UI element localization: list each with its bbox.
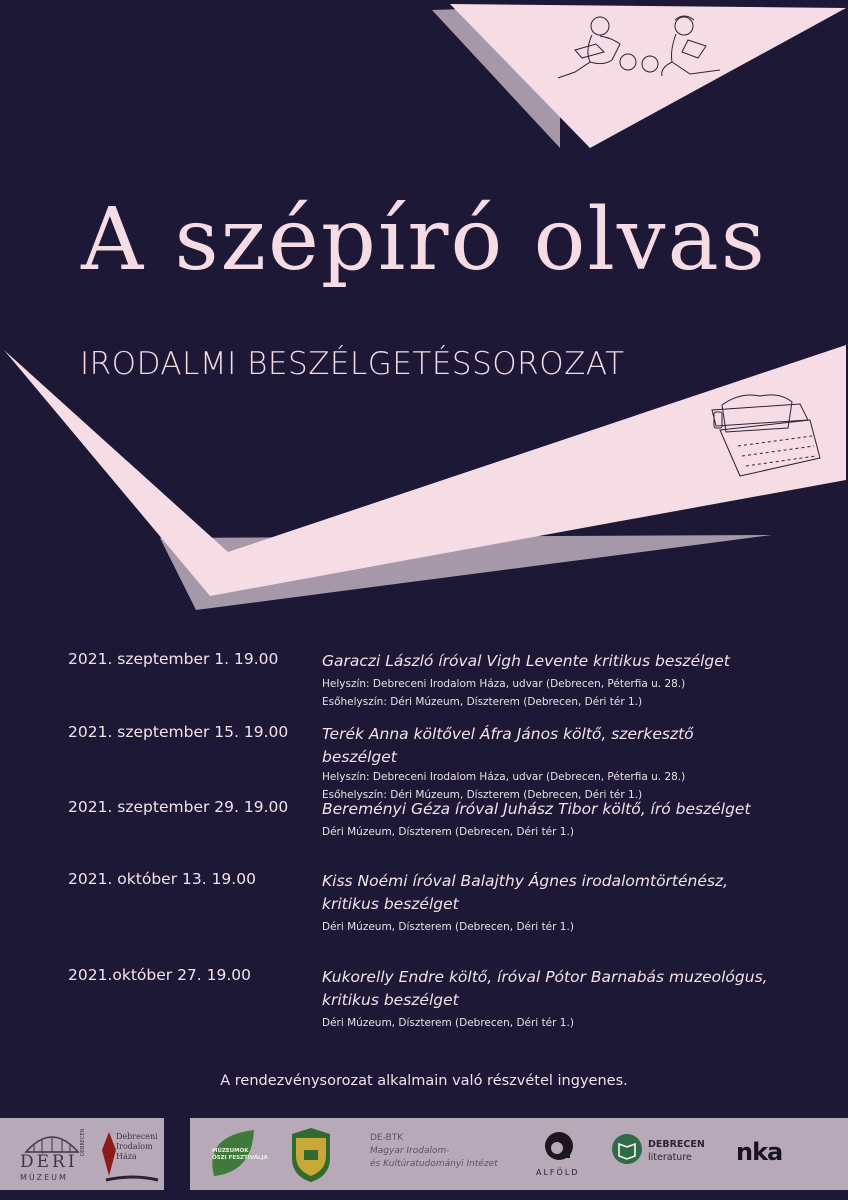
event-title: Kukorelly Endre költő, íróval Pótor Barnabás muzeológus, kritikus beszélget xyxy=(322,968,768,1009)
alfold-logo-text: ALFÖLD xyxy=(536,1168,580,1177)
event-title: Garaczi László íróval Vigh Levente kritikus beszélget xyxy=(322,652,730,670)
event-title: Bereményi Géza íróval Juhász Tibor költő, író beszélget xyxy=(322,800,751,818)
debrecen-literature-logo: DEBRECEN literature xyxy=(648,1139,705,1163)
page-subtitle: IRODALMI BESZÉLGETÉSSOROZAT xyxy=(80,346,625,382)
event-date: 2021.október 27. 19.00 xyxy=(68,966,252,984)
nka-logo: nka xyxy=(736,1138,783,1166)
page-title: A szépíró olvas xyxy=(81,190,767,290)
debtk-logo: DE-BTK Magyar Irodalom- és Kultúratudományi Intézet xyxy=(370,1133,498,1169)
muzeumok-logo: MÚZEUMOK ŐSZI FESZTIVÁLJA xyxy=(212,1148,268,1161)
event-title: Terék Anna költővel Áfra János költő, szerkesztő beszélget xyxy=(322,725,694,766)
event-location: Déri Múzeum, Díszterem (Debrecen, Déri tér 1.) xyxy=(322,826,574,838)
logo-strip-right xyxy=(190,1118,848,1190)
event-location: Helyszín: Debreceni Irodalom Háza, udvar (Debrecen, Péterfia u. 28.) xyxy=(322,678,686,690)
book-circle-icon xyxy=(610,1132,644,1166)
logo-strip-left xyxy=(0,1118,164,1190)
alfold-a-icon xyxy=(542,1128,576,1164)
event-date: 2021. szeptember 15. 19.00 xyxy=(68,723,289,741)
event-location: Déri Múzeum, Díszterem (Debrecen, Déri tér 1.) xyxy=(322,1017,574,1029)
event-title: Kiss Noémi íróval Balajthy Ágnes irodalomtörténész, kritikus beszélget xyxy=(322,872,729,913)
deri-dome-icon xyxy=(20,1126,84,1154)
university-crest-icon xyxy=(286,1126,336,1184)
event-rain-location: Esőhelyszín: Déri Múzeum, Díszterem (Debrecen, Déri tér 1.) xyxy=(322,696,643,708)
swoosh-icon xyxy=(104,1174,160,1184)
deri-logo-sub: MÚZEUM xyxy=(20,1173,68,1182)
deri-logo-text: DÉRI xyxy=(20,1152,78,1172)
event-location: Helyszín: Debreceni Irodalom Háza, udvar (Debrecen, Péterfia u. 28.) xyxy=(322,771,686,783)
event-date: 2021. október 13. 19.00 xyxy=(68,870,256,888)
deri-logo-side: DEBRECEN xyxy=(80,1128,86,1156)
event-location: Déri Múzeum, Díszterem (Debrecen, Déri tér 1.) xyxy=(322,921,574,933)
event-rain-location: Esőhelyszín: Déri Múzeum, Díszterem (Debrecen, Déri tér 1.) xyxy=(322,789,643,801)
free-entry-note: A rendezvénysorozat alkalmain való részvétel ingyenes. xyxy=(220,1073,628,1089)
irodalom-haza-logo: Debreceni Irodalom Háza xyxy=(116,1132,158,1161)
event-date: 2021. szeptember 1. 19.00 xyxy=(68,650,279,668)
event-date: 2021. szeptember 29. 19.00 xyxy=(68,798,289,816)
